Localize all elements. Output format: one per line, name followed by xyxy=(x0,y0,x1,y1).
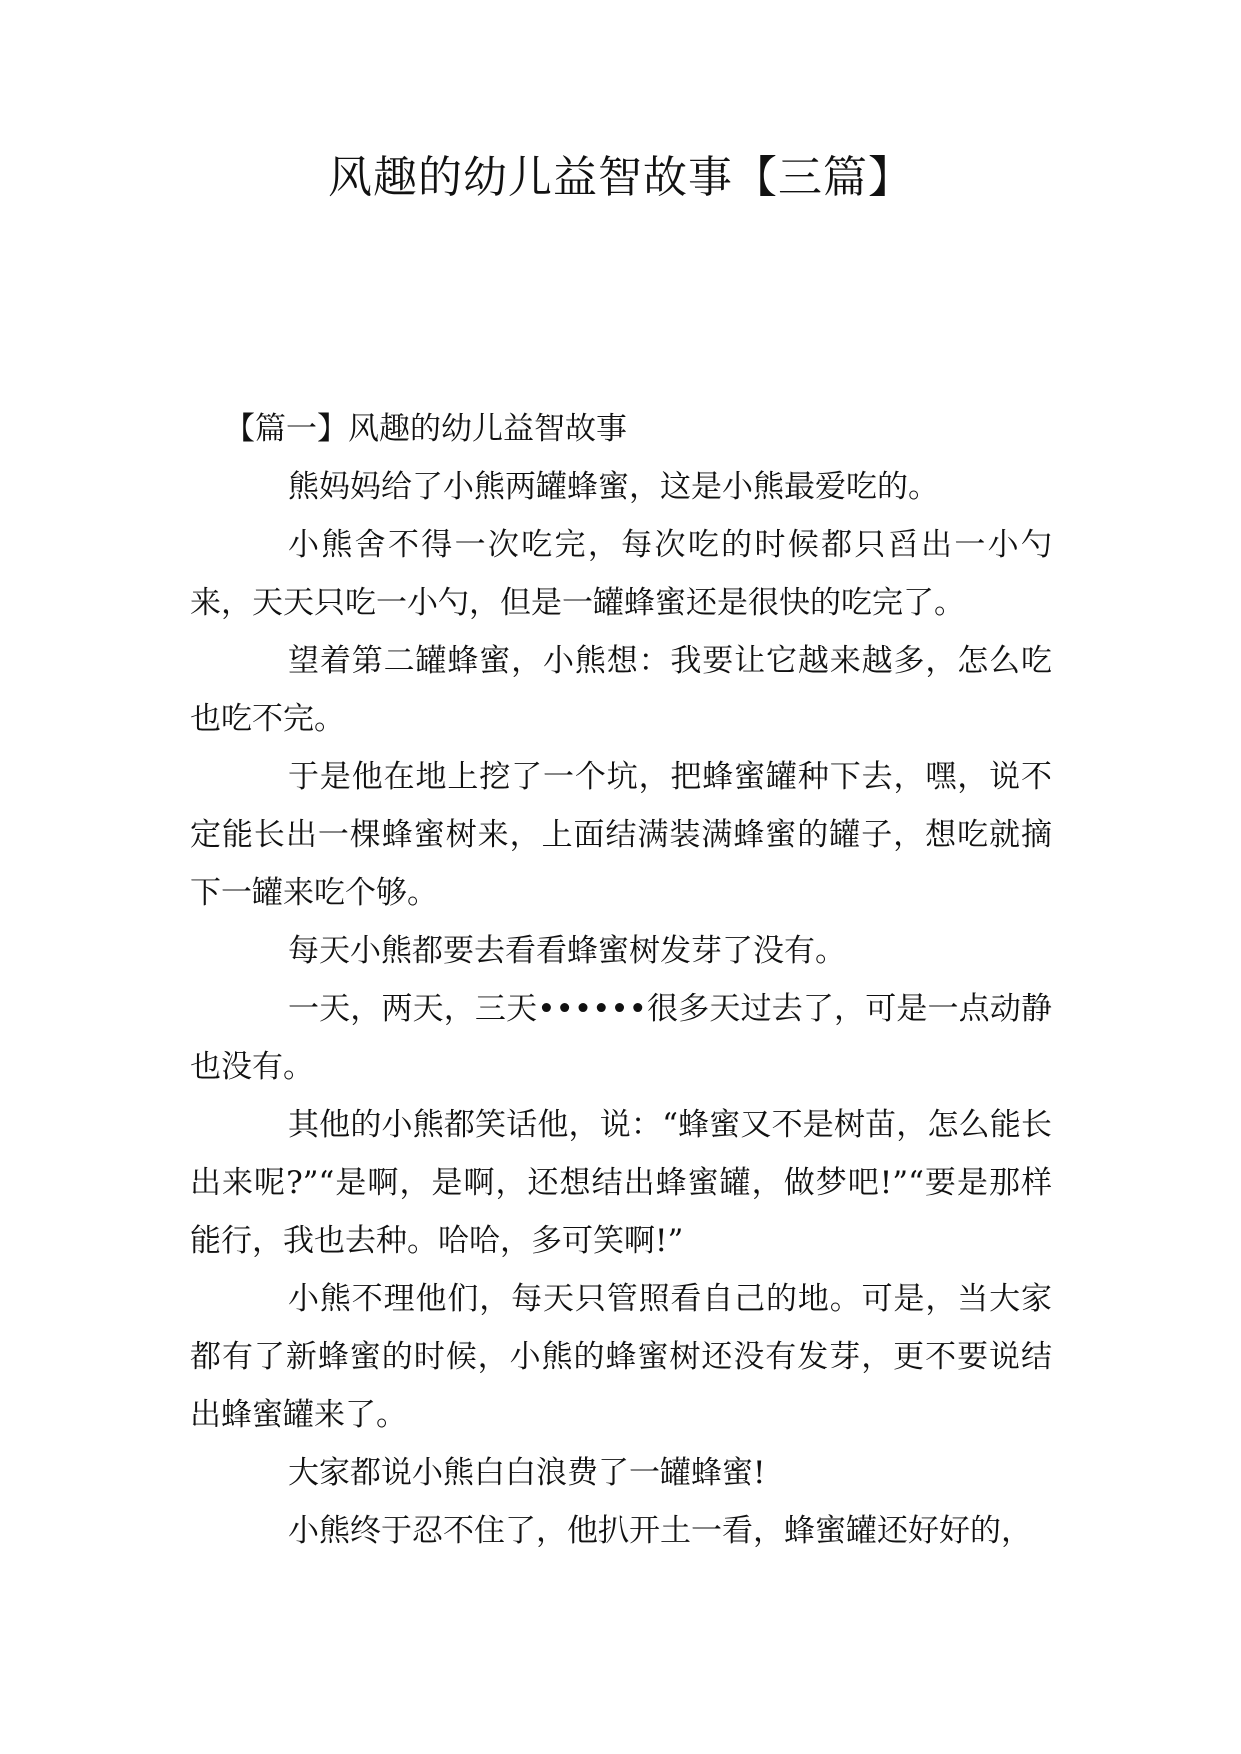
section-heading: 【篇一】风趣的幼儿益智故事 xyxy=(224,411,627,447)
paragraph: 小熊终于忍不住了，他扒开土一看，蜂蜜罐还好好的， xyxy=(288,1513,1032,1549)
paragraph: 小熊不理他们，每天只管照看自己的地。可是，当大家都有了新蜂蜜的时候，小熊的蜂蜜树还没有发芽，更不要说结出蜂蜜罐来了。 xyxy=(190,1281,1052,1433)
document-title: 风趣的幼儿益智故事【三篇】 xyxy=(328,152,913,203)
paragraph: 望着第二罐蜂蜜，小熊想：我要让它越来越多，怎么吃也吃不完。 xyxy=(190,643,1052,737)
paragraph: 其他的小熊都笑话他，说：“蜂蜜又不是树苗，怎么能长出来呢?”“是啊，是啊，还想结出蜂蜜罐，做梦吧!”“要是那样能行，我也去种。哈哈，多可笑啊!” xyxy=(190,1107,1052,1259)
paragraph: 大家都说小熊白白浪费了一罐蜂蜜! xyxy=(288,1455,766,1491)
paragraph: 一天，两天，三天••••••很多天过去了，可是一点动静也没有。 xyxy=(190,991,1052,1085)
paragraph: 熊妈妈给了小熊两罐蜂蜜，这是小熊最爱吃的。 xyxy=(288,469,939,505)
paragraph: 每天小熊都要去看看蜂蜜树发芽了没有。 xyxy=(288,933,846,969)
document-body xyxy=(190,400,1052,1560)
paragraph: 小熊舍不得一次吃完，每次吃的时候都只舀出一小勺来，天天只吃一小勺，但是一罐蜂蜜还是很快的吃完了。 xyxy=(190,527,1052,621)
paragraph: 于是他在地上挖了一个坑，把蜂蜜罐种下去，嘿，说不定能长出一棵蜂蜜树来，上面结满装满蜂蜜的罐子，想吃就摘下一罐来吃个够。 xyxy=(190,759,1052,911)
